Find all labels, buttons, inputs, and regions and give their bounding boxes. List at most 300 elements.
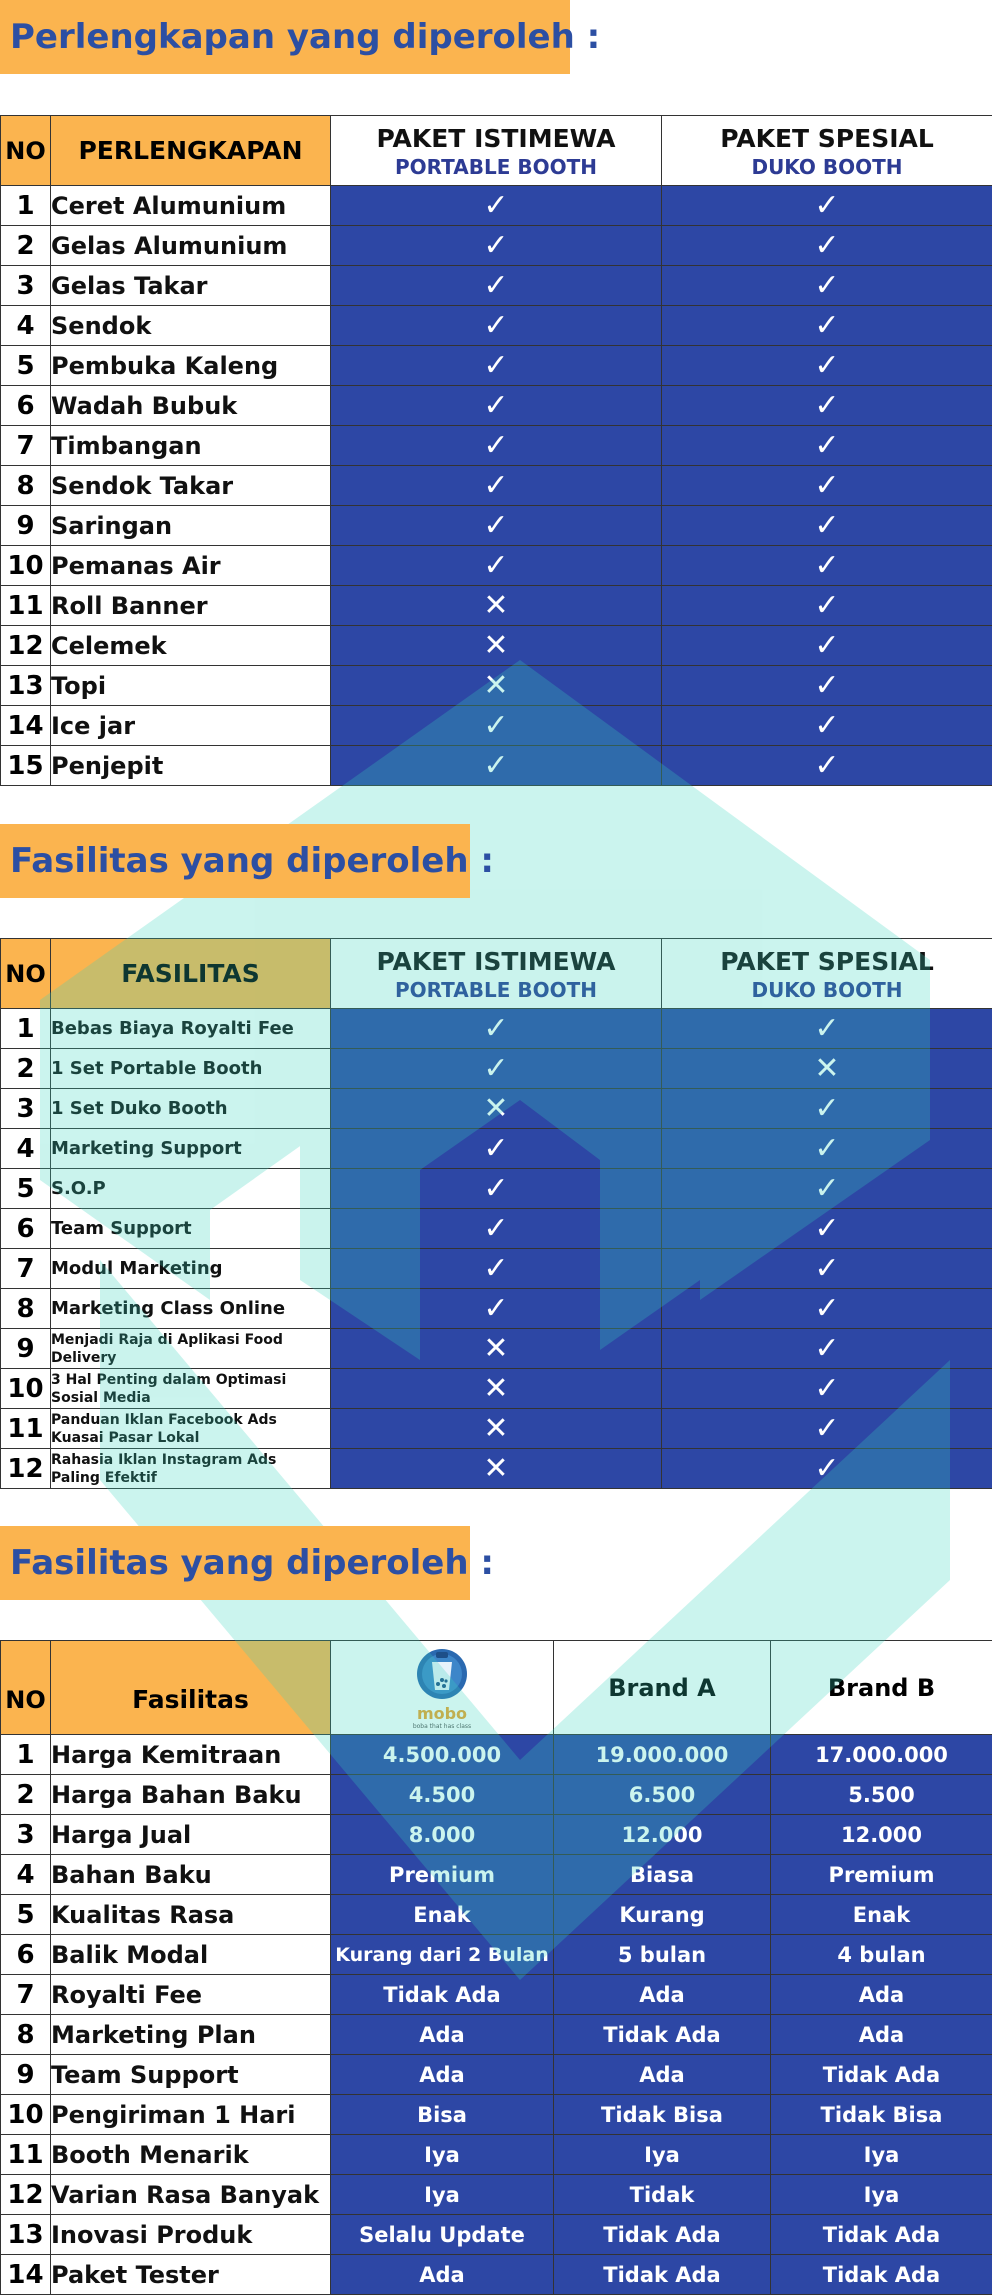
check-icon: ✓: [814, 1371, 839, 1406]
table-row: [1, 546, 992, 586]
pkg-spesial-subtitle: DUKO BOOTH: [662, 978, 992, 1002]
table-row: [1, 226, 992, 266]
check-icon: ✓: [814, 308, 839, 343]
value-mobo: Tidak Ada: [331, 1975, 554, 2015]
table-row: [1, 2015, 992, 2055]
header-paket-spesial: [662, 116, 992, 186]
pkg-spesial-subtitle: DUKO BOOTH: [662, 155, 992, 179]
value-brand-a: 5 bulan: [554, 1935, 771, 1975]
row-item-name: Wadah Bubuk: [51, 386, 331, 426]
table-row: [1, 1329, 992, 1369]
row-number: 10: [1, 1369, 51, 1409]
value-mobo: Ada: [331, 2055, 554, 2095]
row-number: 3: [1, 266, 51, 306]
row-item-name: Royalti Fee: [51, 1975, 331, 2015]
value-brand-b: 12.000: [771, 1815, 992, 1855]
mark-paket-istimewa: [331, 1249, 662, 1289]
check-icon: ✓: [814, 268, 839, 303]
table-row: [1, 1209, 992, 1249]
value-brand-a: 19.000.000: [554, 1735, 771, 1775]
table-row: [1, 1895, 992, 1935]
check-icon: ✓: [483, 1051, 508, 1086]
row-number: 1: [1, 186, 51, 226]
value-brand-a: Iya: [554, 2135, 771, 2175]
value-brand-b: Tidak Bisa: [771, 2095, 992, 2135]
value-brand-a: Tidak Ada: [554, 2015, 771, 2055]
value-brand-b: Enak: [771, 1895, 992, 1935]
check-icon: ✓: [483, 1211, 508, 1246]
row-number: 13: [1, 666, 51, 706]
table-row: [1, 266, 992, 306]
row-item-name: 1 Set Duko Booth: [51, 1089, 331, 1129]
row-number: 13: [1, 2215, 51, 2255]
header-no: NO: [1, 1641, 51, 1735]
mark-paket-spesial: [662, 1249, 992, 1289]
row-item-name: Gelas Alumunium: [51, 226, 331, 266]
mark-paket-istimewa: [331, 186, 662, 226]
mark-paket-istimewa: [331, 706, 662, 746]
row-item-name: Marketing Support: [51, 1129, 331, 1169]
row-item-name: Kualitas Rasa: [51, 1895, 331, 1935]
row-number: 1: [1, 1009, 51, 1049]
pkg-istimewa-title: PAKET ISTIMEWA: [331, 946, 661, 978]
check-icon: ✓: [814, 348, 839, 383]
check-icon: ✓: [483, 548, 508, 583]
value-brand-b: Tidak Ada: [771, 2255, 992, 2295]
mark-paket-spesial: [662, 1449, 992, 1489]
row-item-name: Sendok: [51, 306, 331, 346]
row-item-name: Marketing Class Online: [51, 1289, 331, 1329]
table-row: [1, 1169, 992, 1209]
pkg-istimewa-subtitle: PORTABLE BOOTH: [331, 155, 661, 179]
check-icon: ✓: [814, 388, 839, 423]
row-item-name: 3 Hal Penting dalam Optimasi Sosial Media: [51, 1369, 331, 1409]
mark-paket-istimewa: [331, 466, 662, 506]
check-icon: ✓: [814, 188, 839, 223]
mark-paket-spesial: [662, 586, 992, 626]
mark-paket-spesial: [662, 346, 992, 386]
value-mobo: Selalu Update: [331, 2215, 554, 2255]
check-icon: ✓: [814, 1331, 839, 1366]
value-brand-a: Ada: [554, 1975, 771, 2015]
row-item-name: Menjadi Raja di Aplikasi Food Delivery: [51, 1329, 331, 1369]
row-number: 4: [1, 1129, 51, 1169]
header-no: NO: [1, 116, 51, 186]
mark-paket-spesial: [662, 706, 992, 746]
table-row: [1, 1975, 992, 2015]
mark-paket-spesial: [662, 626, 992, 666]
section-title-fasilitas-1: Fasilitas yang diperoleh :: [0, 824, 470, 898]
row-number: 9: [1, 506, 51, 546]
row-number: 4: [1, 306, 51, 346]
section-title-perlengkapan: Perlengkapan yang diperoleh :: [0, 0, 570, 74]
row-number: 5: [1, 346, 51, 386]
mark-paket-istimewa: [331, 226, 662, 266]
table-row: [1, 746, 992, 786]
mark-paket-istimewa: [331, 1289, 662, 1329]
value-brand-b: 5.500: [771, 1775, 992, 1815]
table-row: [1, 306, 992, 346]
cross-icon: ✕: [483, 1371, 508, 1406]
row-number: 10: [1, 546, 51, 586]
table-row: [1, 1129, 992, 1169]
row-item-name: Pengiriman 1 Hari: [51, 2095, 331, 2135]
row-item-name: Timbangan: [51, 426, 331, 466]
mark-paket-istimewa: [331, 1369, 662, 1409]
table-row: [1, 1815, 992, 1855]
row-item-name: Harga Bahan Baku: [51, 1775, 331, 1815]
header-fasilitas: FASILITAS: [51, 939, 331, 1009]
header-paket-istimewa: [331, 939, 662, 1009]
check-icon: ✓: [814, 1091, 839, 1126]
cross-icon: ✕: [483, 588, 508, 623]
value-brand-b: Tidak Ada: [771, 2055, 992, 2095]
row-item-name: Harga Jual: [51, 1815, 331, 1855]
mark-paket-istimewa: [331, 1049, 662, 1089]
value-brand-b: Ada: [771, 2015, 992, 2055]
value-mobo: Premium: [331, 1855, 554, 1895]
row-number: 14: [1, 706, 51, 746]
mark-paket-spesial: [662, 266, 992, 306]
value-brand-b: Iya: [771, 2175, 992, 2215]
check-icon: ✓: [814, 508, 839, 543]
table-row: [1, 706, 992, 746]
row-item-name: S.O.P: [51, 1169, 331, 1209]
check-icon: ✓: [814, 548, 839, 583]
row-number: 11: [1, 1409, 51, 1449]
mark-paket-spesial: [662, 186, 992, 226]
pkg-spesial-title: PAKET SPESIAL: [662, 123, 992, 155]
check-icon: ✓: [483, 1011, 508, 1046]
row-number: 8: [1, 466, 51, 506]
header-paket-spesial: [662, 939, 992, 1009]
row-number: 12: [1, 626, 51, 666]
row-number: 6: [1, 1935, 51, 1975]
value-mobo: Iya: [331, 2135, 554, 2175]
value-brand-a: Tidak Bisa: [554, 2095, 771, 2135]
table-row: [1, 1449, 992, 1489]
check-icon: ✓: [483, 228, 508, 263]
row-item-name: Modul Marketing: [51, 1249, 331, 1289]
row-item-name: Varian Rasa Banyak: [51, 2175, 331, 2215]
check-icon: ✓: [483, 1131, 508, 1166]
value-brand-a: Biasa: [554, 1855, 771, 1895]
check-icon: ✓: [483, 268, 508, 303]
table-row: [1, 1735, 992, 1775]
pkg-istimewa-title: PAKET ISTIMEWA: [331, 123, 661, 155]
row-number: 11: [1, 586, 51, 626]
mark-paket-istimewa: [331, 426, 662, 466]
mark-paket-istimewa: [331, 1209, 662, 1249]
check-icon: ✓: [814, 428, 839, 463]
value-brand-b: Ada: [771, 1975, 992, 2015]
table-row: [1, 2095, 992, 2135]
check-icon: ✓: [814, 1291, 839, 1326]
mark-paket-istimewa: [331, 1009, 662, 1049]
row-item-name: Pemanas Air: [51, 546, 331, 586]
check-icon: ✓: [814, 628, 839, 663]
mark-paket-spesial: [662, 1369, 992, 1409]
row-number: 11: [1, 2135, 51, 2175]
row-number: 8: [1, 1289, 51, 1329]
value-brand-b: Tidak Ada: [771, 2215, 992, 2255]
row-item-name: Pembuka Kaleng: [51, 346, 331, 386]
check-icon: ✓: [814, 468, 839, 503]
table-row: [1, 1855, 992, 1895]
mark-paket-spesial: [662, 506, 992, 546]
mobo-logo-icon: [415, 1646, 469, 1702]
row-item-name: Team Support: [51, 2055, 331, 2095]
row-number: 9: [1, 1329, 51, 1369]
value-brand-a: 6.500: [554, 1775, 771, 1815]
value-mobo: Bisa: [331, 2095, 554, 2135]
row-number: 1: [1, 1735, 51, 1775]
value-mobo: Iya: [331, 2175, 554, 2215]
mark-paket-istimewa: [331, 1409, 662, 1449]
table-row: [1, 1289, 992, 1329]
mark-paket-spesial: [662, 746, 992, 786]
row-item-name: Bahan Baku: [51, 1855, 331, 1895]
check-icon: ✓: [483, 428, 508, 463]
row-number: 7: [1, 426, 51, 466]
check-icon: ✓: [814, 228, 839, 263]
row-number: 2: [1, 1049, 51, 1089]
table-row: [1, 1009, 992, 1049]
check-icon: ✓: [483, 188, 508, 223]
brand-comparison-table: [0, 1640, 992, 2295]
row-item-name: Ice jar: [51, 706, 331, 746]
check-icon: ✓: [814, 1411, 839, 1446]
row-number: 9: [1, 2055, 51, 2095]
table-row: [1, 2055, 992, 2095]
check-icon: ✓: [814, 1011, 839, 1046]
table-row: [1, 1249, 992, 1289]
check-icon: ✓: [483, 388, 508, 423]
row-item-name: Marketing Plan: [51, 2015, 331, 2055]
check-icon: ✓: [814, 1251, 839, 1286]
mark-paket-istimewa: [331, 346, 662, 386]
header-paket-istimewa: [331, 116, 662, 186]
cross-icon: ✕: [483, 628, 508, 663]
cross-icon: ✕: [814, 1051, 839, 1086]
check-icon: ✓: [483, 508, 508, 543]
value-mobo: 4.500: [331, 1775, 554, 1815]
row-item-name: Ceret Alumunium: [51, 186, 331, 226]
row-number: 8: [1, 2015, 51, 2055]
row-item-name: Paket Tester: [51, 2255, 331, 2295]
check-icon: ✓: [483, 308, 508, 343]
mark-paket-spesial: [662, 1329, 992, 1369]
row-number: 12: [1, 1449, 51, 1489]
row-item-name: Harga Kemitraan: [51, 1735, 331, 1775]
row-item-name: Rahasia Iklan Instagram Ads Paling Efektif: [51, 1449, 331, 1489]
table-row: [1, 466, 992, 506]
row-item-name: Inovasi Produk: [51, 2215, 331, 2255]
row-item-name: Panduan Iklan Facebook Ads Kuasai Pasar Lokal: [51, 1409, 331, 1449]
row-number: 4: [1, 1855, 51, 1895]
perlengkapan-table: [0, 115, 992, 786]
mark-paket-istimewa: [331, 306, 662, 346]
mark-paket-istimewa: [331, 1129, 662, 1169]
value-brand-a: 12.000: [554, 1815, 771, 1855]
cross-icon: ✕: [483, 1411, 508, 1446]
value-brand-a: Tidak Ada: [554, 2215, 771, 2255]
mark-paket-spesial: [662, 386, 992, 426]
mark-paket-istimewa: [331, 586, 662, 626]
mark-paket-spesial: [662, 1049, 992, 1089]
mark-paket-istimewa: [331, 546, 662, 586]
mark-paket-spesial: [662, 306, 992, 346]
cross-icon: ✕: [483, 1331, 508, 1366]
mark-paket-istimewa: [331, 506, 662, 546]
cross-icon: ✕: [483, 668, 508, 703]
value-mobo: 4.500.000: [331, 1735, 554, 1775]
cross-icon: ✕: [483, 1451, 508, 1486]
mark-paket-spesial: [662, 466, 992, 506]
value-brand-b: 17.000.000: [771, 1735, 992, 1775]
check-icon: ✓: [483, 708, 508, 743]
table-row: [1, 186, 992, 226]
value-brand-b: 4 bulan: [771, 1935, 992, 1975]
check-icon: ✓: [483, 1251, 508, 1286]
value-mobo: Ada: [331, 2015, 554, 2055]
row-number: 6: [1, 386, 51, 426]
check-icon: ✓: [814, 1171, 839, 1206]
mark-paket-spesial: [662, 1129, 992, 1169]
table-row: [1, 346, 992, 386]
row-number: 2: [1, 226, 51, 266]
mark-paket-spesial: [662, 546, 992, 586]
pkg-istimewa-subtitle: PORTABLE BOOTH: [331, 978, 661, 1002]
row-item-name: Gelas Takar: [51, 266, 331, 306]
row-item-name: Bebas Biaya Royalti Fee: [51, 1009, 331, 1049]
header-mobo-logo: [331, 1641, 554, 1735]
row-number: 12: [1, 2175, 51, 2215]
check-icon: ✓: [814, 588, 839, 623]
table-row: [1, 506, 992, 546]
mark-paket-istimewa: [331, 626, 662, 666]
row-item-name: Team Support: [51, 1209, 331, 1249]
check-icon: ✓: [814, 1211, 839, 1246]
table-row: [1, 2255, 992, 2295]
row-number: 3: [1, 1089, 51, 1129]
mark-paket-istimewa: [331, 666, 662, 706]
mark-paket-spesial: [662, 226, 992, 266]
mark-paket-spesial: [662, 1409, 992, 1449]
table-row: [1, 1409, 992, 1449]
mark-paket-spesial: [662, 666, 992, 706]
table-row: [1, 426, 992, 466]
check-icon: ✓: [483, 348, 508, 383]
table-row: [1, 2135, 992, 2175]
value-brand-b: Premium: [771, 1855, 992, 1895]
mobo-logo-text: mobo: [417, 1704, 467, 1723]
value-brand-a: Tidak Ada: [554, 2255, 771, 2295]
value-brand-a: Kurang: [554, 1895, 771, 1935]
table-row: [1, 626, 992, 666]
check-icon: ✓: [483, 748, 508, 783]
mark-paket-spesial: [662, 1209, 992, 1249]
mark-paket-istimewa: [331, 1089, 662, 1129]
table-row: [1, 1775, 992, 1815]
mark-paket-istimewa: [331, 266, 662, 306]
header-fasilitas: Fasilitas: [51, 1641, 331, 1735]
row-item-name: 1 Set Portable Booth: [51, 1049, 331, 1089]
header-brand-b: Brand B: [771, 1641, 992, 1735]
table-row: [1, 1089, 992, 1129]
value-brand-a: Tidak: [554, 2175, 771, 2215]
row-item-name: Sendok Takar: [51, 466, 331, 506]
section-title-fasilitas-2: Fasilitas yang diperoleh :: [0, 1526, 470, 1600]
header-perlengkapan: PERLENGKAPAN: [51, 116, 331, 186]
value-mobo: Enak: [331, 1895, 554, 1935]
check-icon: ✓: [483, 1291, 508, 1326]
cross-icon: ✕: [483, 1091, 508, 1126]
value-mobo: Ada: [331, 2255, 554, 2295]
mark-paket-spesial: [662, 1089, 992, 1129]
mark-paket-istimewa: [331, 746, 662, 786]
row-number: 3: [1, 1815, 51, 1855]
row-item-name: Roll Banner: [51, 586, 331, 626]
table-row: [1, 666, 992, 706]
row-number: 7: [1, 1249, 51, 1289]
check-icon: ✓: [814, 668, 839, 703]
row-number: 7: [1, 1975, 51, 2015]
row-number: 5: [1, 1895, 51, 1935]
row-number: 10: [1, 2095, 51, 2135]
table-row: [1, 1049, 992, 1089]
row-item-name: Booth Menarik: [51, 2135, 331, 2175]
value-mobo: 8.000: [331, 1815, 554, 1855]
check-icon: ✓: [483, 1171, 508, 1206]
mark-paket-spesial: [662, 1169, 992, 1209]
row-item-name: Topi: [51, 666, 331, 706]
value-mobo: Kurang dari 2 Bulan: [331, 1935, 554, 1975]
row-item-name: Celemek: [51, 626, 331, 666]
row-number: 14: [1, 2255, 51, 2295]
table-row: [1, 586, 992, 626]
check-icon: ✓: [814, 708, 839, 743]
row-item-name: Penjepit: [51, 746, 331, 786]
header-brand-a: Brand A: [554, 1641, 771, 1735]
row-number: 2: [1, 1775, 51, 1815]
row-number: 6: [1, 1209, 51, 1249]
pkg-spesial-title: PAKET SPESIAL: [662, 946, 992, 978]
check-icon: ✓: [814, 748, 839, 783]
row-number: 5: [1, 1169, 51, 1209]
table-row: [1, 1935, 992, 1975]
mark-paket-istimewa: [331, 1169, 662, 1209]
value-brand-a: Ada: [554, 2055, 771, 2095]
table-row: [1, 1369, 992, 1409]
mark-paket-istimewa: [331, 386, 662, 426]
row-item-name: Saringan: [51, 506, 331, 546]
header-no: NO: [1, 939, 51, 1009]
mobo-logo-tagline: boba that has class: [413, 1723, 471, 1730]
check-icon: ✓: [814, 1451, 839, 1486]
mark-paket-istimewa: [331, 1329, 662, 1369]
table-row: [1, 2175, 992, 2215]
mark-paket-spesial: [662, 1009, 992, 1049]
mark-paket-spesial: [662, 426, 992, 466]
table-row: [1, 2215, 992, 2255]
check-icon: ✓: [483, 468, 508, 503]
mark-paket-istimewa: [331, 1449, 662, 1489]
value-brand-b: Iya: [771, 2135, 992, 2175]
fasilitas-table: [0, 938, 992, 1489]
check-icon: ✓: [814, 1131, 839, 1166]
mark-paket-spesial: [662, 1289, 992, 1329]
